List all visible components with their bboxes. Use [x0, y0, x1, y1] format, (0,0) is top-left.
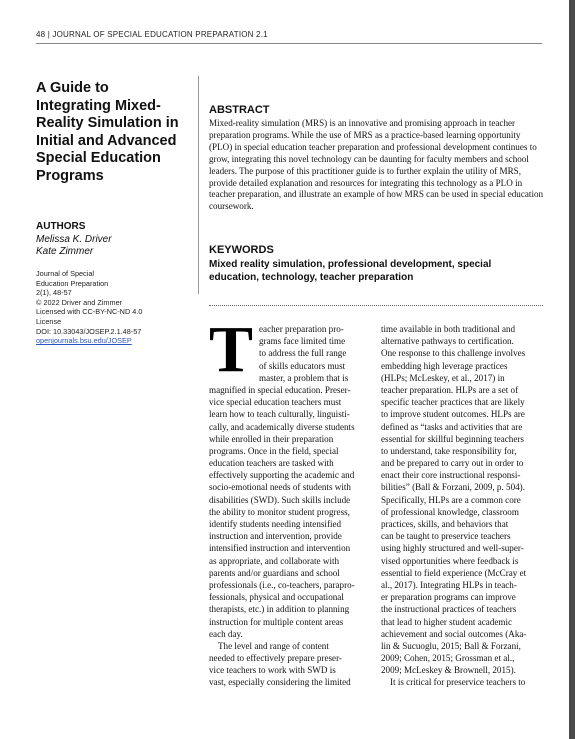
body-line: embedding high leverage practices	[381, 360, 508, 371]
body-column-right	[381, 323, 544, 689]
body-line: time available in both traditional and	[381, 324, 516, 334]
body-line: bilities” (Ball & Forzani, 2009, p. 504).	[381, 482, 525, 493]
body-line: practices, skills, and behaviors that	[381, 519, 509, 529]
body-line: education teachers are tasked with	[209, 458, 334, 469]
body-line: socio-emotional needs of students with	[209, 482, 351, 493]
body-line: using highly structured and well-super-	[381, 543, 524, 554]
body-line: instruction and intervention, provide	[209, 531, 342, 542]
body-line: One response to this challenge involves	[381, 348, 526, 359]
body-line: er preparation programs can improve	[381, 592, 516, 603]
journal-link[interactable]: openjournals.bsu.edu/JOSEP	[36, 336, 132, 346]
body-line: defined as “tasks and activities that are	[381, 421, 523, 432]
meta-line: 2(1), 48-57	[36, 288, 72, 298]
abstract-heading: ABSTRACT	[209, 104, 270, 116]
header-rule	[36, 43, 542, 44]
abstract-text: Mixed-reality simulation (MRS) is an innovative and promising approach in teacher preparation programs. While the use of MRS as a practice-based learning opportunity (PLO) in special education teacher preparation and professional development continues to grow, integrating this novel technology can be daunting for faculty members and school leaders. The purpose of this practitioner guide is to further explain the utility of MRS, provide detailed explanation and resources for integrating this technology as a PLO in teacher preparation, and illustrate an example of how MRS can be used in special education coursework.	[209, 118, 544, 212]
body-line: essential for skillful beginning teachers	[381, 433, 524, 444]
body-line: lin & Sucuoglu, 2015; Ball & Forzani,	[381, 640, 521, 651]
meta-line: Journal of Special	[36, 269, 95, 278]
body-line: each day.	[209, 628, 243, 639]
body-line: cally, and academically diverse students	[209, 421, 355, 432]
body-line: of skills educators must	[259, 360, 346, 371]
body-line: disabilities (SWD). Such skills include	[209, 494, 351, 505]
body-line: achievement and social outcomes (Aka-	[381, 628, 527, 639]
title-line: Integrating Mixed-	[36, 97, 161, 114]
body-line: teacher preparation. HLPs are a set of	[381, 384, 519, 395]
body-line: learn how to teach culturally, linguisti-	[209, 409, 350, 420]
body-line: to understand, take responsibility for,	[381, 445, 517, 456]
doi: DOI: 10.33043/JOSEP.2.1.48-57	[36, 326, 142, 336]
body-line: professionals (i.e., co-teachers, parapro-	[209, 579, 355, 590]
section-divider	[209, 305, 543, 306]
author-name: Kate Zimmer	[36, 246, 94, 257]
authors-heading: AUTHORS	[36, 221, 86, 232]
meta-line: Education Preparation	[36, 278, 109, 288]
body-column-left	[209, 313, 372, 689]
title-line: A Guide to	[36, 80, 109, 96]
body-line: the ability to monitor student progress,	[209, 506, 350, 517]
body-line: fessionals, physical and occupational	[209, 592, 344, 603]
title-line: Special Education	[36, 150, 161, 167]
body-line: parents and/or guardians and school	[209, 567, 340, 578]
body-line: The level and range of content	[218, 640, 329, 651]
body-line: of professional knowledge, classroom	[381, 506, 519, 517]
body-line: needed to effectively prepare preser-	[209, 653, 342, 664]
column-divider	[198, 76, 199, 294]
body-line: and be prepared to carry out in order to	[381, 458, 524, 469]
body-line: programs. Once in the field, special	[209, 445, 339, 456]
title-line: Reality Simulation in	[36, 115, 179, 132]
author-name: Melissa K. Driver	[36, 234, 112, 245]
body-line: grams face limited time	[259, 336, 346, 347]
meta-line: License	[36, 316, 62, 326]
body-line: instruction for multiple content areas	[209, 616, 344, 627]
body-line: can be taught to preservice teachers	[381, 531, 511, 542]
body-line: (HLPs; McLeskey, et al., 2017) in	[381, 372, 505, 383]
body-line: master, a problem that is	[259, 372, 349, 383]
body-line: enact their core instructional responsi-	[381, 470, 521, 481]
page-edge-bar	[569, 0, 575, 739]
keywords-text: Mixed reality simulation, professional development, special education, technology, teacher preparation	[209, 259, 492, 283]
drop-cap: T	[209, 313, 254, 386]
body-line: vised opportunities where feedback is	[381, 555, 519, 566]
body-line: intensified instruction and intervention	[209, 543, 351, 554]
body-line: as appropriate, and collaborate with	[209, 555, 340, 566]
body-line: 2009; Cohen, 2015; Grossman et al.,	[381, 653, 515, 664]
body-line: essential to field experience (McCray et	[381, 567, 527, 578]
body-line: al., 2017). Integrating HLPs in teach-	[381, 579, 517, 590]
keywords-heading: KEYWORDS	[209, 244, 274, 256]
meta-line: Licensed with CC-BY-NC-ND 4.0	[36, 307, 143, 317]
body-line: magnified in special education. Preser-	[209, 384, 351, 395]
body-line: eacher preparation pro-	[259, 324, 344, 334]
body-line: vice special education teachers must	[209, 397, 342, 408]
body-line: vast, especially considering the limited	[209, 677, 351, 688]
running-head: 48 | JOURNAL OF SPECIAL EDUCATION PREPARATION 2.1	[36, 30, 268, 39]
body-line: 2009; McLeskey & Brownell, 2015).	[381, 665, 516, 676]
body-line: effectively supporting the academic and	[209, 470, 355, 481]
body-line: while enrolled in their preparation	[209, 433, 334, 444]
body-line: the instructional practices of teachers	[381, 604, 517, 615]
body-line: alternative pathways to certification.	[381, 336, 514, 347]
body-line: identify students needing intensified	[209, 519, 342, 529]
body-line: therapists, etc.) in addition to planning	[209, 604, 350, 615]
publication-info	[36, 269, 196, 346]
title-line: Programs	[36, 167, 104, 184]
body-line: that lead to higher student academic	[381, 616, 513, 627]
meta-line: © 2022 Driver and Zimmer	[36, 297, 123, 307]
body-line: to address the full range	[259, 348, 347, 359]
body-line: It is critical for preservice teachers to	[390, 677, 526, 688]
body-line: Specifically, HLPs are a common core	[381, 494, 521, 505]
title-line: Initial and Advanced	[36, 132, 177, 149]
body-line: vice teachers to work with SWD is	[209, 665, 336, 676]
body-line: to improve student outcomes. HLPs are	[381, 409, 525, 420]
body-line: specific teacher practices that are likely	[381, 397, 525, 408]
article-title	[36, 80, 196, 186]
